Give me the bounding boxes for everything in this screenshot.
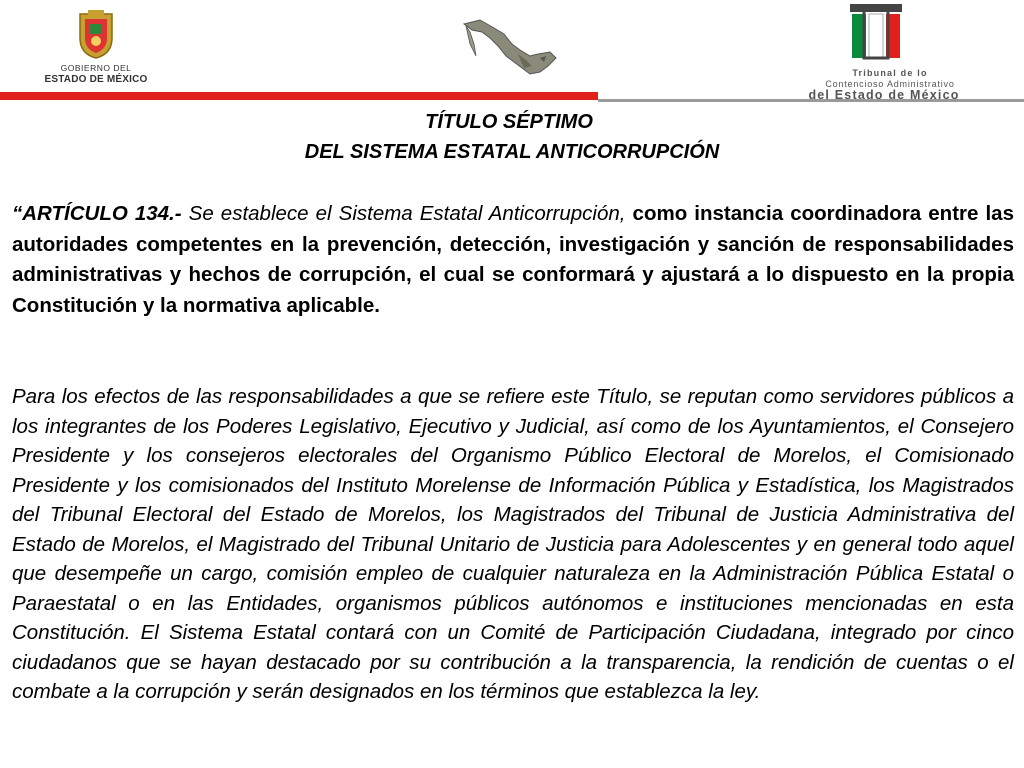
- mexico-map-icon: [460, 14, 560, 86]
- slide-header: [0, 0, 1024, 104]
- right-logo-line3: del Estado de México: [808, 88, 960, 102]
- state-shield-icon: [76, 10, 116, 60]
- article-text-regular: Se establece el Sistema Estatal Anticorrupción,: [181, 202, 633, 225]
- right-logo-line2: Contencioso Administrativo: [825, 79, 955, 89]
- right-logo-line1: Tribunal de lo: [852, 68, 928, 78]
- responsabilidades-paragraph: Para los efectos de las responsabilidades a que se refiere este Título, se reputan como servidores públicos a los integrantes de los Poderes Legislativo, Ejecutivo y Judicial, así como de los Ayuntamientos, el Consejero Presidente y los consejeros electorales del Organismo Público Electoral de Morelos, el Comisionado Presidente y los comisionados del Instituto Morelense de Información Pública y Estadística, los Magistrados del Tribunal Electoral del Estado de Morelos, los Magistrados del Tribunal de Justicia Administrativa del Estado de Morelos, el Magistrado del Tribunal Unitario de Justicia para Adolescentes y en general todo aquel que desempeñe un cargo, comisión empleo de cualquier naturaleza en la Administración Pública Estatal o Paraestatal o en las Entidades, organismos públicos autónomos e instituciones mencionadas en esta Constitución. El Sistema Estatal contará con un Comité de Participación Ciudadana, integrado por cinco ciudadanos que se hayan destacado por su contribución a la transparencia, la rendición de cuentas o el combate a la corrupción y serán designados en los términos que establezca la ley.: [12, 385, 1014, 703]
- tribunal-emblem-icon: [850, 4, 902, 60]
- header-red-band: [0, 92, 598, 100]
- gobierno-edomex-logo: [40, 10, 152, 90]
- left-logo-line1: GOBIERNO DEL: [60, 63, 132, 73]
- title-line-2: DEL SISTEMA ESTATAL ANTICORRUPCIÓN: [304, 141, 720, 163]
- mexico-map-image: [460, 14, 560, 86]
- article-134-paragraph: [12, 199, 1014, 321]
- tribunal-logo: [790, 4, 970, 102]
- title-line-1: TÍTULO SÉPTIMO: [425, 111, 593, 133]
- article-text-bold: como instancia coordinadora entre las autoridades competentes en la prevención, detección, investigación y sanción de responsabilidades administrativas y hechos de corrupción, el cual se conformará y ajustará a lo dispuesto en la propia Constitución y la normativa aplicable.: [12, 202, 1014, 317]
- article-label: “ARTÍCULO 134.-: [12, 202, 182, 225]
- left-logo-line2: ESTADO DE MÉXICO: [44, 74, 148, 85]
